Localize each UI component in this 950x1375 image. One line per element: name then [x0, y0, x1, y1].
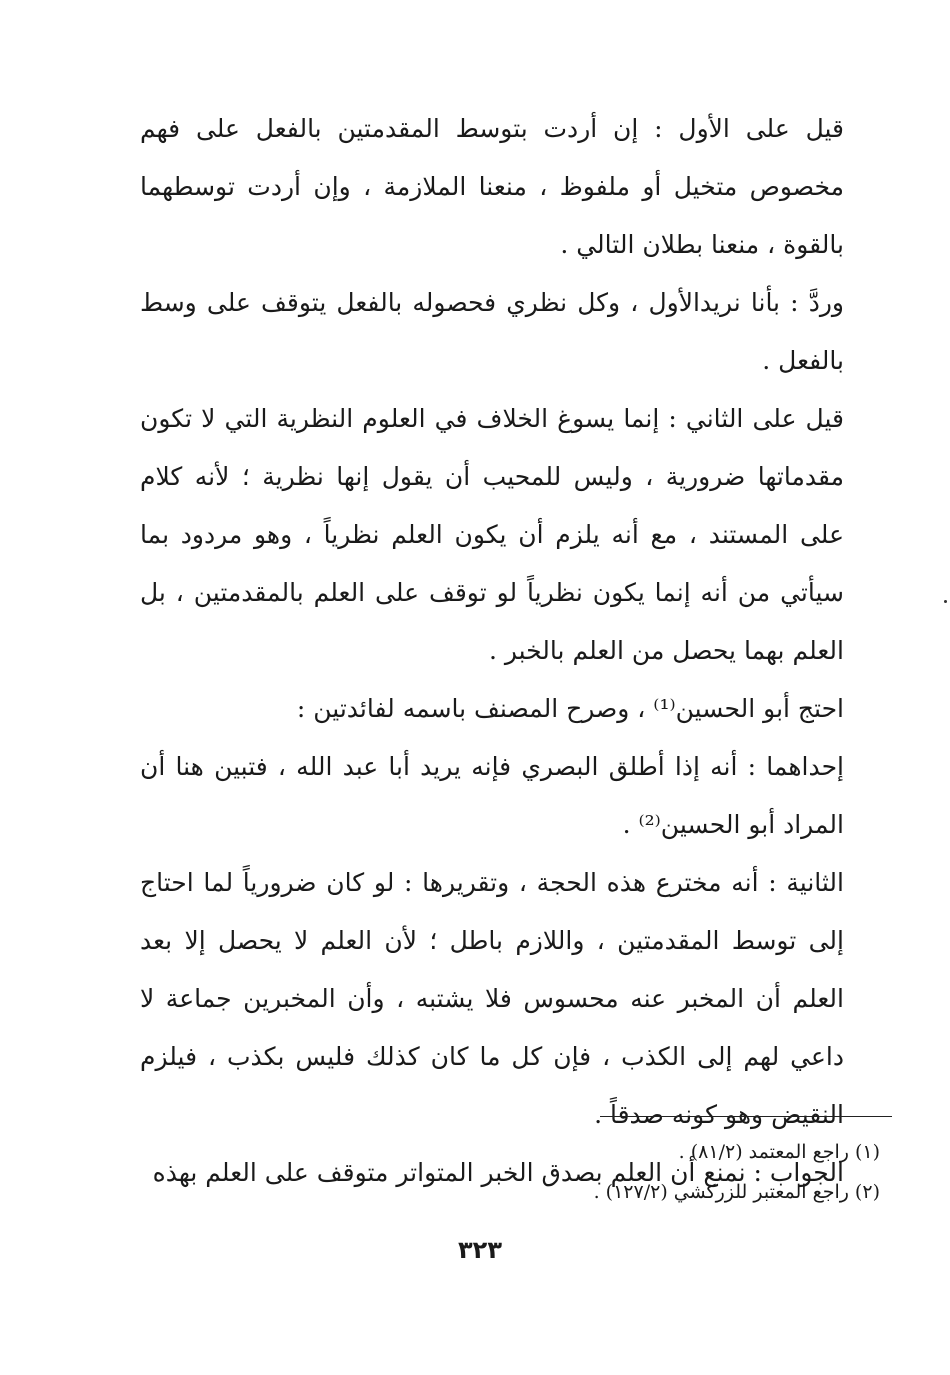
- paragraph-6: الثانية : أنه مخترع هذه الحجة ، وتقريرها : لو كان ضرورياً لما احتاج إلى توسط المقدمتين ، واللازم باطل ؛ لأن العلم لا يحصل إلا بعد العلم أن المخبر عنه محسوس فلا يشتبه ، وأن المخبرين جماعة لا داعي لهم إلى الكذب ، فإن كل ما كان كذلك فليس بكذب ، فيلزم النقيض وهو كونه صدقاً .: [140, 868, 844, 1129]
- scan-speck: [944, 600, 947, 603]
- main-text: [140, 100, 892, 1202]
- page-number: ٣٢٣: [458, 1236, 502, 1264]
- paragraph-7: الجواب : نمنع أن العلم بصدق الخبر المتواتر متوقف على العلم بهذه: [152, 1158, 844, 1187]
- paragraph-2: وردَّ : بأنا نريدالأول ، وكل نظري فحصوله بالفعل يتوقف على وسط بالفعل .: [140, 288, 844, 375]
- paragraph-5: إحداهما : أنه إذا أطلق البصري فإنه يريد أبا عبد الله ، فتبين هنا أن المراد أبو الحسين⁽²⁾ .: [140, 752, 844, 839]
- footnote-divider: [600, 1116, 892, 1117]
- paragraph-1: قيل على الأول : إن أردت بتوسط المقدمتين بالفعل على فهم مخصوص متخيل أو ملفوظ ، منعنا الملازمة ، وإن أردت توسطهما بالقوة ، منعنا بطلان التالي .: [140, 114, 844, 259]
- footnote-1: (١) راجع المعتمد (٨١/٢) .: [678, 1141, 880, 1163]
- paragraph-4: احتج أبو الحسين⁽¹⁾ ، وصرح المصنف باسمه لفائدتين :: [296, 694, 844, 723]
- paragraph-3: قيل على الثاني : إنما يسوغ الخلاف في العلوم النظرية التي لا تكون مقدماتها ضرورية ، وليس للمحيب أن يقول إنها نظرية ؛ لأنه كلام على المستند ، مع أنه يلزم أن يكون العلم نظرياً ، وهو مردود بما سيأتي من أنه إنما يكون نظرياً لو توقف على العلم بالمقدمتين ، بل العلم بهما يحصل من العلم بالخبر .: [140, 404, 844, 665]
- footnotes: [500, 1132, 880, 1212]
- footnote-2: (٢) راجع المعتبر للزركشي (١٢٧/٢) .: [593, 1181, 880, 1203]
